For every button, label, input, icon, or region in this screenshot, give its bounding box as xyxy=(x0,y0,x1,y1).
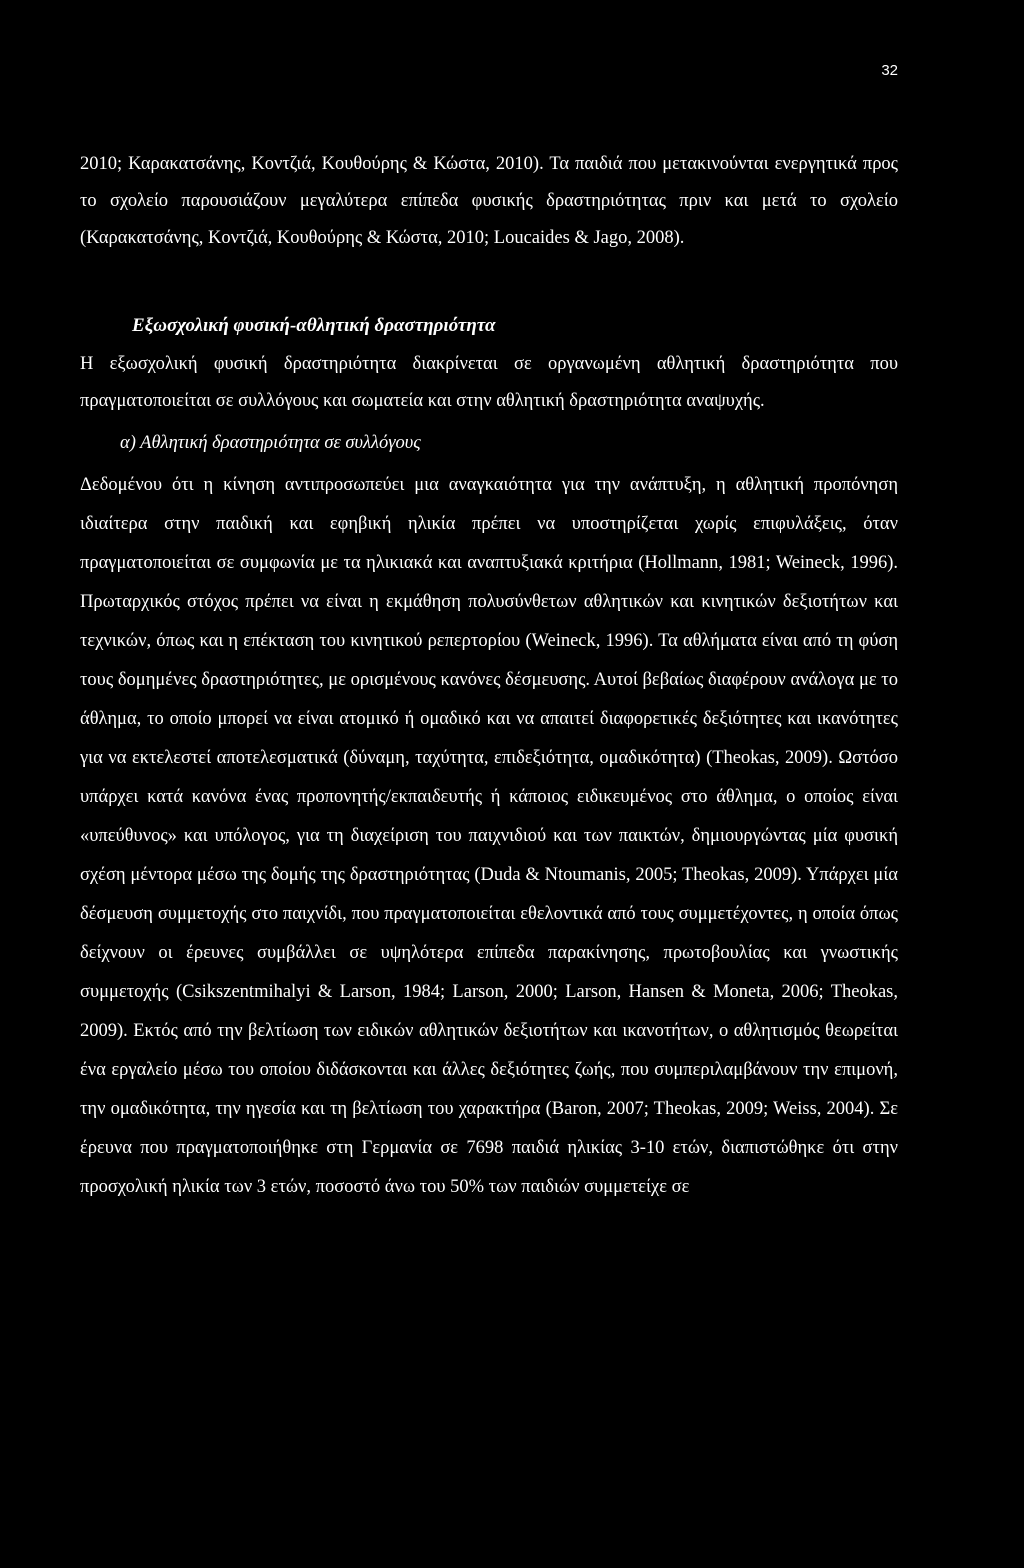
document-body xyxy=(80,146,898,1207)
intro-paragraph: 2010; Καρακατσάνης, Κοντζιά, Κουθούρης & Κώστα, 2010). Τα παιδιά που μετακινούνται ενεργητικά προς το σχολείο παρουσιάζουν μεγαλύτερα επίπεδα φυσικής δραστηριότητας πριν και μετά το σχολείο (Καρακατσάνης, Κοντζιά, Κουθούρης & Κώστα, 2010; Loucaides & Jago, 2008). xyxy=(80,154,898,248)
section-paragraph: Η εξωσχολική φυσική δραστηριότητα διακρίνεται σε οργανωμένη αθλητική δραστηριότητα που πραγματοποιείται σε συλλόγους και σωματεία και στην αθλητική δραστηριότητα αναψυχής. xyxy=(80,354,898,411)
body-paragraph: Δεδομένου ότι η κίνηση αντιπροσωπεύει μια αναγκαιότητα για την ανάπτυξη, η αθλητική προπόνηση ιδιαίτερα στην παιδική και εφηβική ηλικία πρέπει να υποστηρίζεται χωρίς επιφυλάξεις, όταν πραγματοποιείται σε συμφωνία με τα ηλικιακά και αναπτυξιακά κριτήρια (Hollmann, 1981; Weineck, 1996). Πρωταρχικός στόχος πρέπει να είναι η εκμάθηση πολυσύνθετων αθλητικών και κινητικών δεξιοτήτων και τεχνικών, όπως και η επέκταση του κινητικού ρεπερτορίου (Weineck, 1996). Τα αθλήματα είναι από τη φύση τους δομημένες δραστηριότητες, με ορισμένους κανόνες δέσμευσης. Αυτοί βεβαίως διαφέρουν ανάλογα με το άθλημα, το οποίο μπορεί να είναι ατομικό ή ομαδικό και να απαιτεί διαφορετικές δεξιότητες και ικανότητες για να εκτελεστεί αποτελεσματικά (δύναμη, ταχύτητα, επιδεξιότητα, ομαδικότητα) (Theokas, 2009). Ωστόσο υπάρχει κατά κανόνα ένας προπονητής/εκπαιδευτής ή κάποιος ειδικευμένος στο άθλημα, ο οποίος είναι «υπεύθυνος» και υπόλογος, για τη διαχείριση του παιχνιδιού και των παικτών, δημιουργώντας μία φυσική σχέση μέντορα μέσω της δομής της δραστηριότητας (Duda & Ntoumanis, 2005; Theokas, 2009). Υπάρχει μία δέσμευση συμμετοχής στο παιχνίδι, που πραγματοποιείται εθελοντικά από τους συμμετέχοντες, η οποία όπως δείχνουν οι έρευνες συμβάλλει σε υψηλότερα επίπεδα παρακίνησης, πρωτοβουλίας και γνωστικής συμμετοχής (Csikszentmihalyi & Larson, 1984; Larson, 2000; Larson, Hansen & Moneta, 2006; Theokas, 2009). Εκτός από την βελτίωση των ειδικών αθλητικών δεξιοτήτων και ικανοτήτων, ο αθλητισμός θεωρείται ένα εργαλείο μέσω του οποίου διδάσκονται και άλλες δεξιότητες ζωής, που συμπεριλαμβάνουν την επιμονή, την ομαδικότητα, την ηγεσία και τη βελτίωση του χαρακτήρα (Baron, 2007; Theokas, 2009; Weiss, 2004). Σε έρευνα που πραγματοποιήθηκε στη Γερμανία σε 7698 παιδιά ηλικίας 3-10 ετών, διαπιστώθηκε ότι στην προσχολική ηλικία των 3 ετών, ποσοστό άνω του 50% των παιδιών συμμετείχε σε xyxy=(80,475,898,1197)
section-heading: Εξωσχολική φυσική-αθλητική δραστηριότητα xyxy=(132,315,496,336)
subsection-heading: α) Αθλητική δραστηριότητα σε συλλόγους xyxy=(120,433,421,453)
page-number: 32 xyxy=(881,62,898,79)
